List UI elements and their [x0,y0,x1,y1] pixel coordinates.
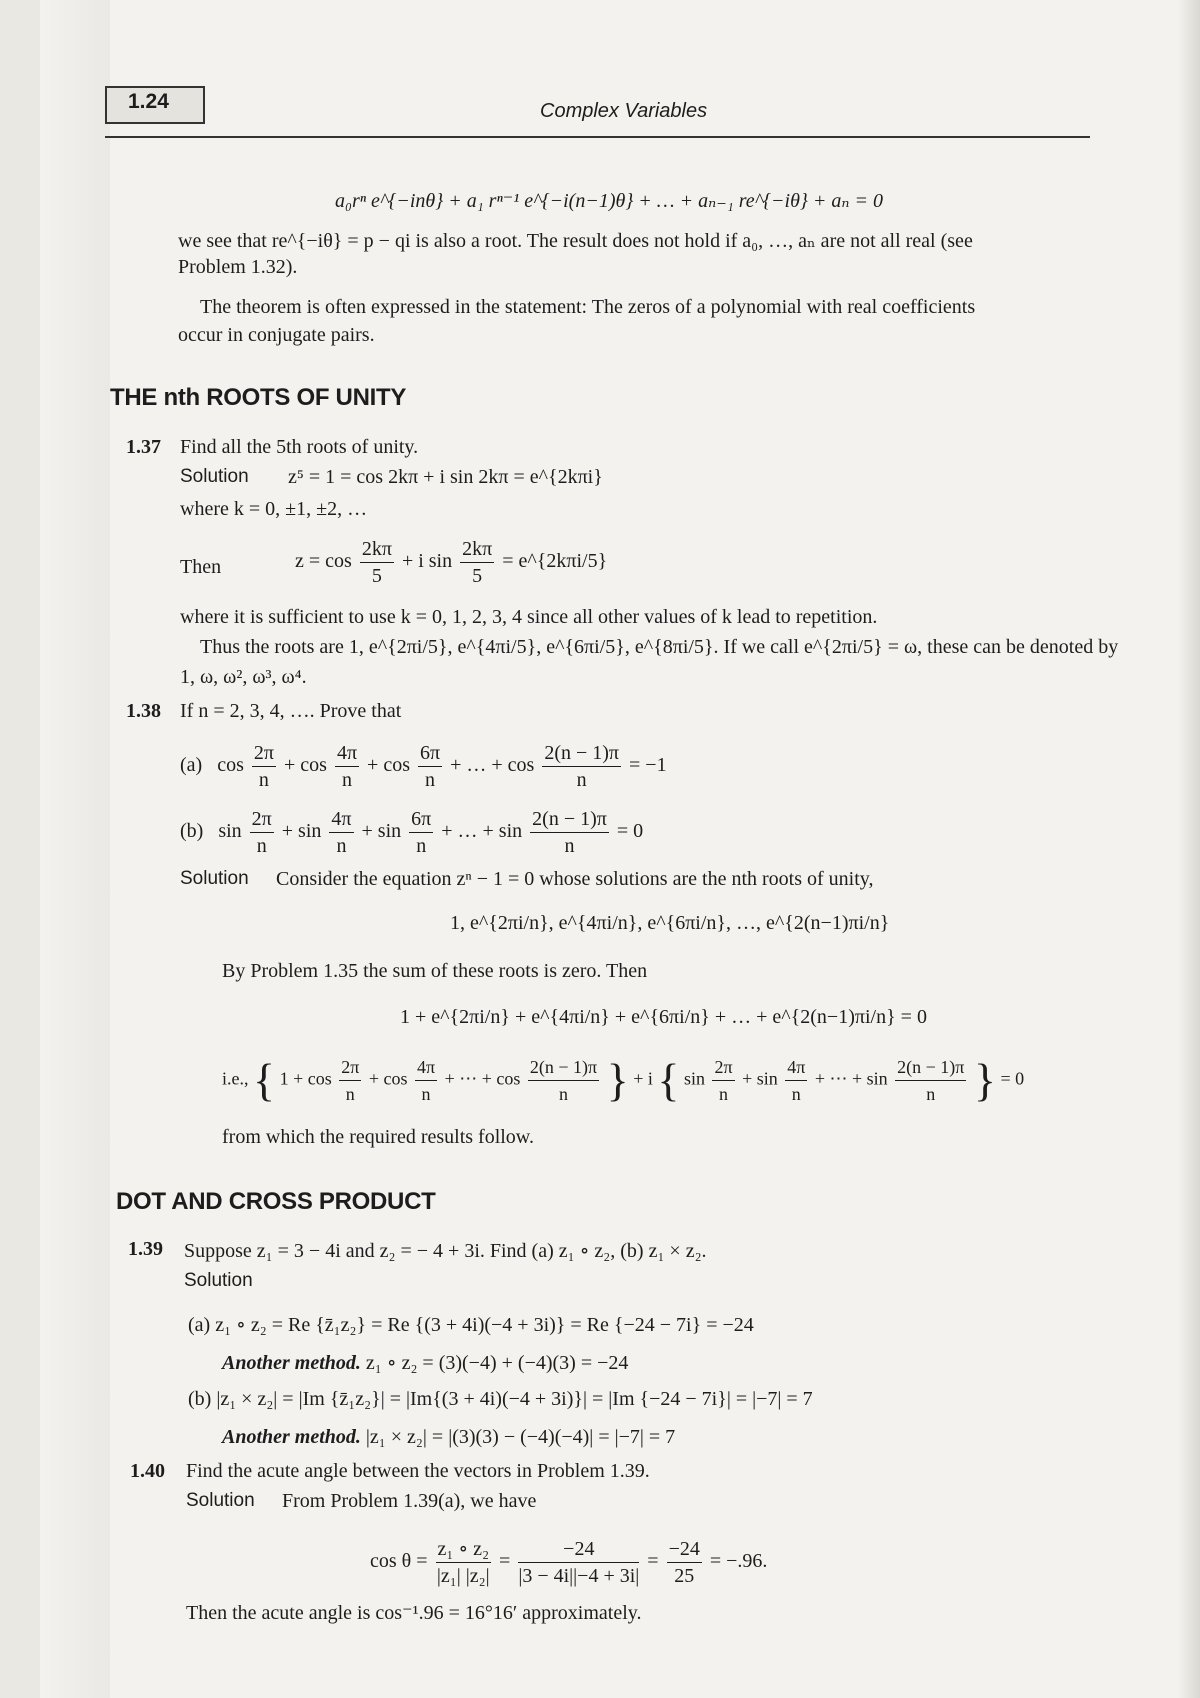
fraction-denominator: 5 [371,565,382,587]
frac-2n-1pi-n [530,806,609,859]
denominator: n [336,835,347,857]
then-lhs: z = cos [295,550,352,573]
numerator: 2π [250,806,274,833]
another-method-text: |z₁ × z₂| = |(3)(3) − (−4)(−4)| = |−7| = 7 [365,1426,676,1448]
frac-4pi-n [329,806,353,859]
roots-list: 1, e^{2πi/n}, e^{4πi/n}, e^{6πi/n}, …, e^{2(n−1)πi/n} [450,912,890,934]
denominator: n [559,1084,568,1104]
plus-i: + i [633,1068,653,1089]
equals: = [647,1550,659,1573]
thus-line-2: 1, ω, ω², ω³, ω⁴. [180,666,307,688]
numerator: 4π [329,806,353,833]
sufficient-line: where it is sufficient to use k = 0, 1, 2, 3, 4 since all other values of k lead to repetition. [180,606,878,628]
frac-2n-1pi-n [895,1054,966,1107]
numerator: z₁ ∘ z₂ [436,1536,492,1563]
frac-2pi-n [712,1054,734,1107]
intro-line-2: Problem 1.32). [178,256,298,278]
page-shadow [40,0,110,1698]
denominator: n [341,769,352,791]
denominator: n [564,835,575,857]
conclusion-line: Then the acute angle is cos⁻¹.96 = 16°16′ approximately. [186,1602,642,1624]
solution-text-1-40: From Problem 1.39(a), we have [282,1490,537,1512]
result: = −.96. [709,1550,768,1573]
denominator: n [258,769,269,791]
equals-zero: = 0 [1000,1068,1025,1089]
cos-theta-equation [370,1536,767,1589]
numerator: 2π [712,1054,734,1081]
denominator: n [791,1084,801,1104]
solution-label-1-38: Solution [180,868,249,889]
fraction-numerator: 2kπ [360,536,394,563]
problem-number-1-38: 1.38 [126,700,161,722]
sin-term: sin [683,1068,705,1089]
numerator: 6π [409,806,433,833]
denominator: n [576,769,587,791]
frac-6pi-n [418,740,442,793]
problem-statement-1-39: Suppose z₁ = 3 − 4i and z₂ = − 4 + 3i. Find (a) z₁ ∘ z₂, (b) z₁ × z₂. [184,1240,707,1262]
another-method-label: Another method. [222,1426,361,1448]
cos-theta-label: cos θ = [370,1550,428,1573]
numerator: −24 [667,1536,702,1563]
numerator: −24 [518,1536,639,1563]
frac-4pi-n [335,740,359,793]
solution-label-1-40: Solution [186,1490,255,1511]
then-rhs: = e^{2kπi/5} [502,550,608,573]
identity-a [180,740,667,793]
part-a-line: (a) z₁ ∘ z₂ = Re {z̄₁z₂} = Re {(3 + 4i)(−4 + 3i)} = Re {−24 − 7i} = −24 [188,1314,754,1336]
rhs-minus-one: = −1 [629,754,667,777]
part-b-line: (b) |z₁ × z₂| = |Im {z̄₁z₂}| = |Im{(3 + 4i)(−4 + 3i)}| = |Im {−24 − 7i}| = |−7| = 7 [188,1388,813,1410]
fraction-2kpi-over-5 [360,536,394,589]
thus-line-1: Thus the roots are 1, e^{2πi/5}, e^{4πi/5}, e^{6πi/5}, e^{8πi/5}. If we call e^{2πi/5} = ω, these can be denoted by [200,636,1119,658]
frac-6pi-n [409,806,433,859]
right-brace: } [973,1054,996,1106]
numerator: 4π [415,1054,437,1081]
denominator: n [425,769,436,791]
page-edge [1178,0,1200,1698]
right-brace: } [606,1054,629,1106]
frac-2pi-n [252,740,276,793]
cos-term: cos [217,754,244,777]
header-rule [105,136,1090,138]
plus-cos: + cos [283,754,327,777]
equals: = [499,1550,511,1573]
intro-line-1: we see that re^{−iθ} = p − qi is also a root. The result does not hold if a₀, …, aₙ are not all real (see [178,230,973,252]
problem-statement-1-38: If n = 2, 3, 4, …. Prove that [180,700,402,722]
dots-sin: + ⋯ + sin [814,1068,888,1089]
ellipsis-sin: + … + sin [441,820,523,843]
denominator: |z₁| |z₂| [436,1565,490,1587]
numerator: 2π [252,740,276,767]
then-label: Then [180,556,222,578]
then-equation [295,536,607,589]
frac-minus24-over-product [518,1536,639,1589]
label-a: (a) [180,754,203,777]
plus-cos: + cos [367,754,410,777]
another-method-text: z₁ ∘ z₂ = (3)(−4) + (−4)(3) = −24 [365,1352,629,1374]
numerator: 4π [335,740,359,767]
problem-number-1-39: 1.39 [128,1238,163,1260]
intro-paragraph-line-1: The theorem is often expressed in the statement: The zeros of a polynomial with real coefficients [200,296,976,318]
page-number: 1.24 [128,90,169,113]
problem-statement-1-37: Find all the 5th roots of unity. [180,436,419,458]
plus-sin: + sin [281,820,322,843]
intro-equation: a₀rⁿ e^{−inθ} + a₁ rⁿ⁻¹ e^{−i(n−1)θ} + … + aₙ₋₁ re^{−iθ} + aₙ = 0 [335,190,884,212]
problem-number-1-40: 1.40 [130,1460,165,1482]
numerator: 4π [785,1054,807,1081]
frac-minus24-over-25 [667,1536,702,1589]
solution-label-1-39: Solution [184,1270,253,1291]
dots-cos: + ⋯ + cos [444,1068,521,1089]
ie-expansion [222,1054,1024,1107]
denominator: n [345,1084,355,1104]
part-a-another [222,1350,628,1375]
frac-4pi-n [785,1054,807,1107]
intro-paragraph-line-2: occur in conjugate pairs. [178,324,375,346]
numerator: 2(n − 1)π [895,1054,966,1081]
sin-term: sin [218,820,242,843]
solution-label-1-37: Solution [180,466,249,487]
sum-equation: 1 + e^{2πi/n} + e^{4πi/n} + e^{6πi/n} + … + e^{2(n−1)πi/n} = 0 [400,1006,927,1028]
frac-2pi-n [339,1054,361,1107]
fraction-denominator: 5 [472,565,483,587]
frac-4pi-n [415,1054,437,1107]
from-which-line: from which the required results follow. [222,1126,534,1148]
solution-equation-1-37: z⁵ = 1 = cos 2kπ + i sin 2kπ = e^{2kπi} [288,466,603,488]
plus-sin: + sin [361,820,402,843]
problem-number-1-37: 1.37 [126,436,161,458]
plus-cos: + cos [368,1068,408,1089]
left-brace: { [657,1054,680,1106]
section-heading-nth-roots: THE nth ROOTS OF UNITY [110,384,407,411]
another-method-label: Another method. [222,1352,361,1374]
identity-b [180,806,643,859]
numerator: 2(n − 1)π [528,1054,599,1081]
section-heading-dot-cross: DOT AND CROSS PRODUCT [116,1188,436,1215]
one-plus-cos: 1 + cos [279,1068,332,1089]
running-title: Complex Variables [540,100,708,122]
label-b: (b) [180,820,204,843]
plus-sin: + sin [742,1068,778,1089]
where-k-line: where k = 0, ±1, ±2, … [180,498,368,520]
denominator: |3 − 4i||−4 + 3i| [518,1565,640,1587]
denominator: n [416,835,427,857]
problem-statement-1-40: Find the acute angle between the vectors in Problem 1.39. [186,1460,650,1482]
numerator: 6π [418,740,442,767]
denominator: n [719,1084,729,1104]
solution-text-1-38: Consider the equation zⁿ − 1 = 0 whose solutions are the nth roots of unity, [276,868,874,890]
denominator: n [256,835,267,857]
fraction-numerator: 2kπ [460,536,494,563]
left-brace: { [253,1054,276,1106]
denominator: n [926,1084,936,1104]
frac-dot-over-moduli [436,1536,492,1589]
numerator: 2π [339,1054,361,1081]
numerator: 2(n − 1)π [530,806,609,833]
denominator: n [421,1084,431,1104]
part-b-another [222,1426,675,1449]
plus-i-sin: + i sin [401,550,453,573]
rhs-zero: = 0 [616,820,644,843]
numerator: 2(n − 1)π [542,740,621,767]
ellipsis-cos: + … + cos [450,754,535,777]
ie-label: i.e., [222,1068,249,1089]
frac-2pi-n [250,806,274,859]
fraction-2kpi-over-5-b [460,536,494,589]
frac-2n-1pi-n [528,1054,599,1107]
denominator: 25 [674,1565,695,1587]
frac-2n-1pi-n [542,740,621,793]
by-problem-line: By Problem 1.35 the sum of these roots is zero. Then [222,960,648,982]
